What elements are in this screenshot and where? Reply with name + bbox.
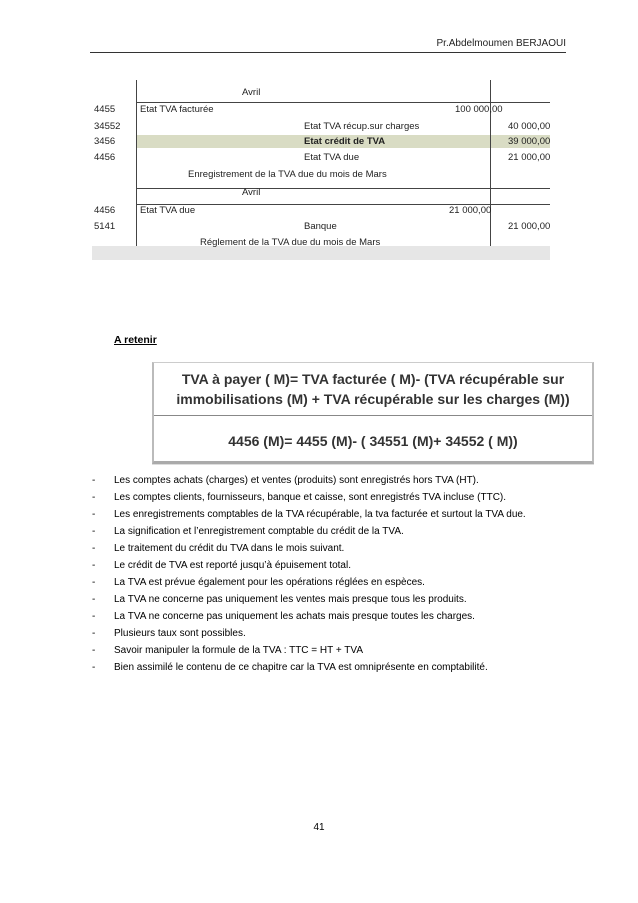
journal-credit-amount: 39 000,00 — [508, 136, 551, 147]
journal-hline-2 — [136, 188, 550, 189]
list-item — [92, 523, 572, 540]
list-item — [92, 574, 572, 591]
journal-vline-1 — [136, 80, 137, 246]
journal-debit-amount: 100 000,00 — [455, 104, 503, 115]
journal-month-1: Avril — [242, 87, 261, 98]
list-item-text: Le crédit de TVA est reporté jusqu’à épuisement total. — [114, 560, 351, 571]
journal-debit-amount: 21 000,00 — [449, 205, 492, 216]
journal-code: 5141 — [94, 221, 116, 232]
page-number: 41 — [313, 822, 325, 833]
formula-line-1: TVA à payer ( M)= TVA facturée ( M)- (TVA récupérable sur — [181, 371, 565, 387]
bullet-dash: - — [92, 492, 96, 503]
list-item — [92, 608, 572, 625]
journal-table — [92, 80, 550, 260]
journal-credit-label: Etat TVA récup.sur charges — [304, 121, 420, 132]
bullet-dash: - — [92, 509, 96, 520]
list-item — [92, 642, 572, 659]
list-item-text: Les comptes clients, fournisseurs, banque et caisse, sont enregistrés TVA incluse (TTC). — [114, 492, 507, 503]
list-item — [92, 591, 572, 608]
journal-bottom-shade — [92, 246, 550, 260]
list-item-text: La TVA est prévue également pour les opérations réglées en espèces. — [114, 577, 425, 588]
list-item-text: Le traitement du crédit du TVA dans le mois suivant. — [114, 543, 345, 554]
journal-credit-amount: 40 000,00 — [508, 121, 551, 132]
header-rule — [90, 52, 566, 53]
journal-code: 34552 — [94, 121, 121, 132]
journal-credit-label: Etat TVA due — [304, 152, 360, 163]
list-item — [92, 557, 572, 574]
journal-credit-label: Banque — [304, 221, 337, 232]
list-item — [92, 625, 572, 642]
journal-credit-amount: 21 000,00 — [508, 221, 551, 232]
bullet-dash: - — [92, 560, 96, 571]
journal-debit-label: Etat TVA facturée — [140, 104, 214, 115]
bullet-dash: - — [92, 662, 96, 673]
bullet-list — [92, 472, 572, 676]
list-item — [92, 472, 572, 489]
journal-memo-2: Réglement de la TVA due du mois de Mars — [200, 237, 381, 248]
formula-box — [152, 362, 594, 464]
formula-separator — [154, 415, 592, 416]
list-item-text: Les enregistrements comptables de la TVA récupérable, la tva facturée et surtout la TVA due. — [114, 509, 526, 520]
formula-line-3: 4456 (M)= 4455 (M)- ( 34551 (M)+ 34552 ( M)) — [228, 433, 518, 449]
list-item-text: Savoir manipuler la formule de la TVA : TTC = HT + TVA — [114, 645, 363, 656]
section-title: A retenir — [114, 334, 157, 346]
bullet-dash: - — [92, 475, 96, 486]
header-author: Pr.Abdelmoumen BERJAOUI — [436, 38, 566, 49]
formula-line-2: immobilisations (M) + TVA récupérable sur les charges (M)) — [176, 391, 570, 407]
list-item-text: Les comptes achats (charges) et ventes (produits) sont enregistrés hors TVA (HT). — [114, 475, 479, 486]
bullet-dash: - — [92, 611, 96, 622]
bullet-dash: - — [92, 577, 96, 588]
journal-credit-amount: 21 000,00 — [508, 152, 551, 163]
list-item-text: Plusieurs taux sont possibles. — [114, 628, 246, 639]
journal-memo-1: Enregistrement de la TVA due du mois de Mars — [188, 169, 387, 180]
journal-hline-1 — [136, 102, 550, 103]
bullet-dash: - — [92, 526, 96, 537]
list-item-text: Bien assimilé le contenu de ce chapitre car la TVA est omniprésente en comptabilité. — [114, 662, 488, 673]
list-item-text: La TVA ne concerne pas uniquement les achats mais presque toutes les charges. — [114, 611, 475, 622]
journal-code: 4455 — [94, 104, 116, 115]
journal-debit-label: Etat TVA due — [140, 205, 196, 216]
list-item — [92, 506, 572, 523]
journal-code: 3456 — [94, 136, 116, 147]
list-item — [92, 540, 572, 557]
list-item-text: La TVA ne concerne pas uniquement les ventes mais presque tous les produits. — [114, 594, 467, 605]
list-item — [92, 489, 572, 506]
journal-month-2: Avril — [242, 187, 261, 198]
list-item-text: La signification et l’enregistrement comptable du crédit de la TVA. — [114, 526, 404, 537]
bullet-dash: - — [92, 543, 96, 554]
list-item — [92, 659, 572, 676]
bullet-dash: - — [92, 628, 96, 639]
journal-code: 4456 — [94, 205, 116, 216]
journal-credit-label: Etat crédit de TVA — [304, 136, 386, 147]
bullet-dash: - — [92, 594, 96, 605]
bullet-dash: - — [92, 645, 96, 656]
journal-code: 4456 — [94, 152, 116, 163]
